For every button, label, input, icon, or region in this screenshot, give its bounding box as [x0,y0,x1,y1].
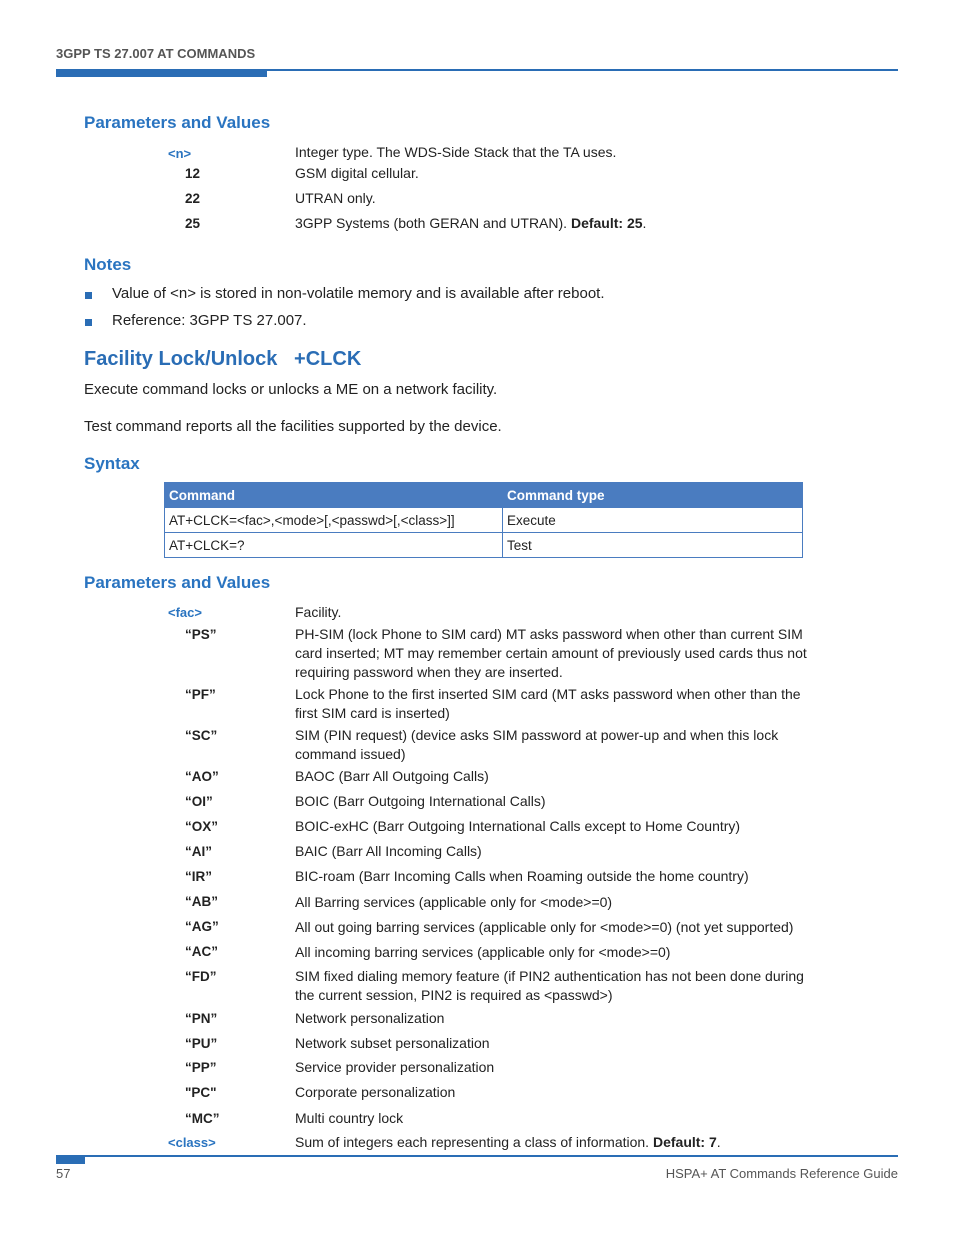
section-heading-parameters: Parameters and Values [84,573,271,592]
table-header-row [165,483,803,508]
facility-label: “SC” [185,728,218,743]
facility-desc: All incoming barring services (applicable only for <mode>=0) [295,944,671,960]
facility-desc: Service provider personalization [295,1059,495,1075]
note-item: Reference: 3GPP TS 27.007. [112,312,307,329]
section-heading-parameters: Parameters and Values [84,113,271,132]
facility-label: “OI” [185,794,213,809]
section-heading-syntax: Syntax [84,454,140,473]
page-number: 57 [56,1166,71,1181]
facility-desc: Network personalization [295,1010,445,1026]
param-n-desc: Integer type. The WDS-Side Stack that the TA uses. [295,144,617,160]
syntax-table [164,482,803,558]
facility-label: “FD” [185,969,217,984]
facility-desc: BIC-roam (Barr Incoming Calls when Roaming outside the home country) [295,868,749,884]
table-row [165,508,803,533]
footer-title: HSPA+ AT Commands Reference Guide [665,1166,898,1181]
bullet-icon [85,319,92,326]
facility-label: “PS” [185,627,217,642]
facility-label: “IR” [185,869,212,884]
note-item: Value of <n> is stored in non-volatile memory and is available after reboot. [112,285,605,302]
column-header: Command [165,483,503,508]
facility-label: “AB” [185,894,218,909]
default-value: Default: 25 [570,215,643,231]
table-cell-command: AT+CLCK=<fac>,<mode>[,<passwd>[,<class>]] [165,508,503,533]
facility-label: “AC” [185,944,218,959]
facility-desc: Lock Phone to the first inserted SIM card (MT asks password when other than the first SIM card is inserted) [295,686,801,721]
value-label: 25 [185,216,201,231]
value-label: 22 [185,191,201,206]
param-fac-desc: Facility. [295,604,342,620]
description-paragraph: Test command reports all the facilities supported by the device. [84,418,502,435]
facility-desc: All Barring services (applicable only for <mode>=0) [295,894,613,910]
facility-label: “AO” [185,769,219,784]
bullet-icon [85,292,92,299]
facility-label: “OX” [185,819,219,834]
facility-desc: BOIC-exHC (Barr Outgoing International Calls except to Home Country) [295,818,741,834]
facility-desc: SIM (PIN request) (device asks SIM password at power-up and when this lock command issued) [295,727,779,762]
facility-label: “PU” [185,1036,218,1051]
facility-label: “PP” [185,1060,217,1075]
table-cell-command: AT+CLCK=? [165,533,503,558]
table-cell-type: Test [503,533,803,558]
value-label: 12 [185,166,201,181]
default-value: Default: 7 [652,1134,717,1150]
facility-label: “AI” [185,844,212,859]
facility-desc: BOIC (Barr Outgoing International Calls) [295,793,546,809]
facility-label: “AG” [185,919,219,934]
facility-desc: Network subset personalization [295,1035,490,1051]
footer-accent-bar [56,1155,85,1164]
table-row [165,533,803,558]
footer-rule [56,1155,898,1157]
param-class-desc: Sum of integers each representing a class of information. Default: 7. [295,1134,721,1150]
value-desc: GSM digital cellular. [295,165,419,181]
param-n-label: <n> [168,146,192,161]
value-desc: UTRAN only. [295,190,376,206]
param-fac-label: <fac> [168,605,202,620]
facility-label: “PF” [185,687,216,702]
header-accent-bar [56,69,267,77]
param-class-label: <class> [168,1135,216,1150]
value-desc: 3GPP Systems (both GERAN and UTRAN). Default: 25. [295,215,647,231]
facility-desc: PH-SIM (lock Phone to SIM card) MT asks password when other than current SIM card inserted; MT may remember certain amount of previously used cards thus not requiring password when they are inserted. [295,626,807,680]
facility-desc: BAOC (Barr All Outgoing Calls) [295,768,489,784]
description-paragraph: Execute command locks or unlocks a ME on a network facility. [84,381,498,398]
facility-desc: All out going barring services (applicable only for <mode>=0) (not yet supported) [295,919,794,935]
facility-desc: Multi country lock [295,1110,404,1126]
section-heading-notes: Notes [84,255,132,274]
column-header: Command type [503,483,803,508]
facility-desc: SIM fixed dialing memory feature (if PIN2 authentication has not been done during the current session, PIN2 is required as <passwd>) [295,968,804,1003]
running-header: 3GPP TS 27.007 AT COMMANDS [56,46,256,61]
facility-label: "PC" [185,1085,217,1100]
facility-desc: Corporate personalization [295,1084,456,1100]
facility-label: “MC” [185,1111,220,1126]
facility-label: “PN” [185,1011,218,1026]
facility-desc: BAIC (Barr All Incoming Calls) [295,843,482,859]
table-cell-type: Execute [503,508,803,533]
command-title: Facility Lock/Unlock +CLCK [84,348,362,370]
